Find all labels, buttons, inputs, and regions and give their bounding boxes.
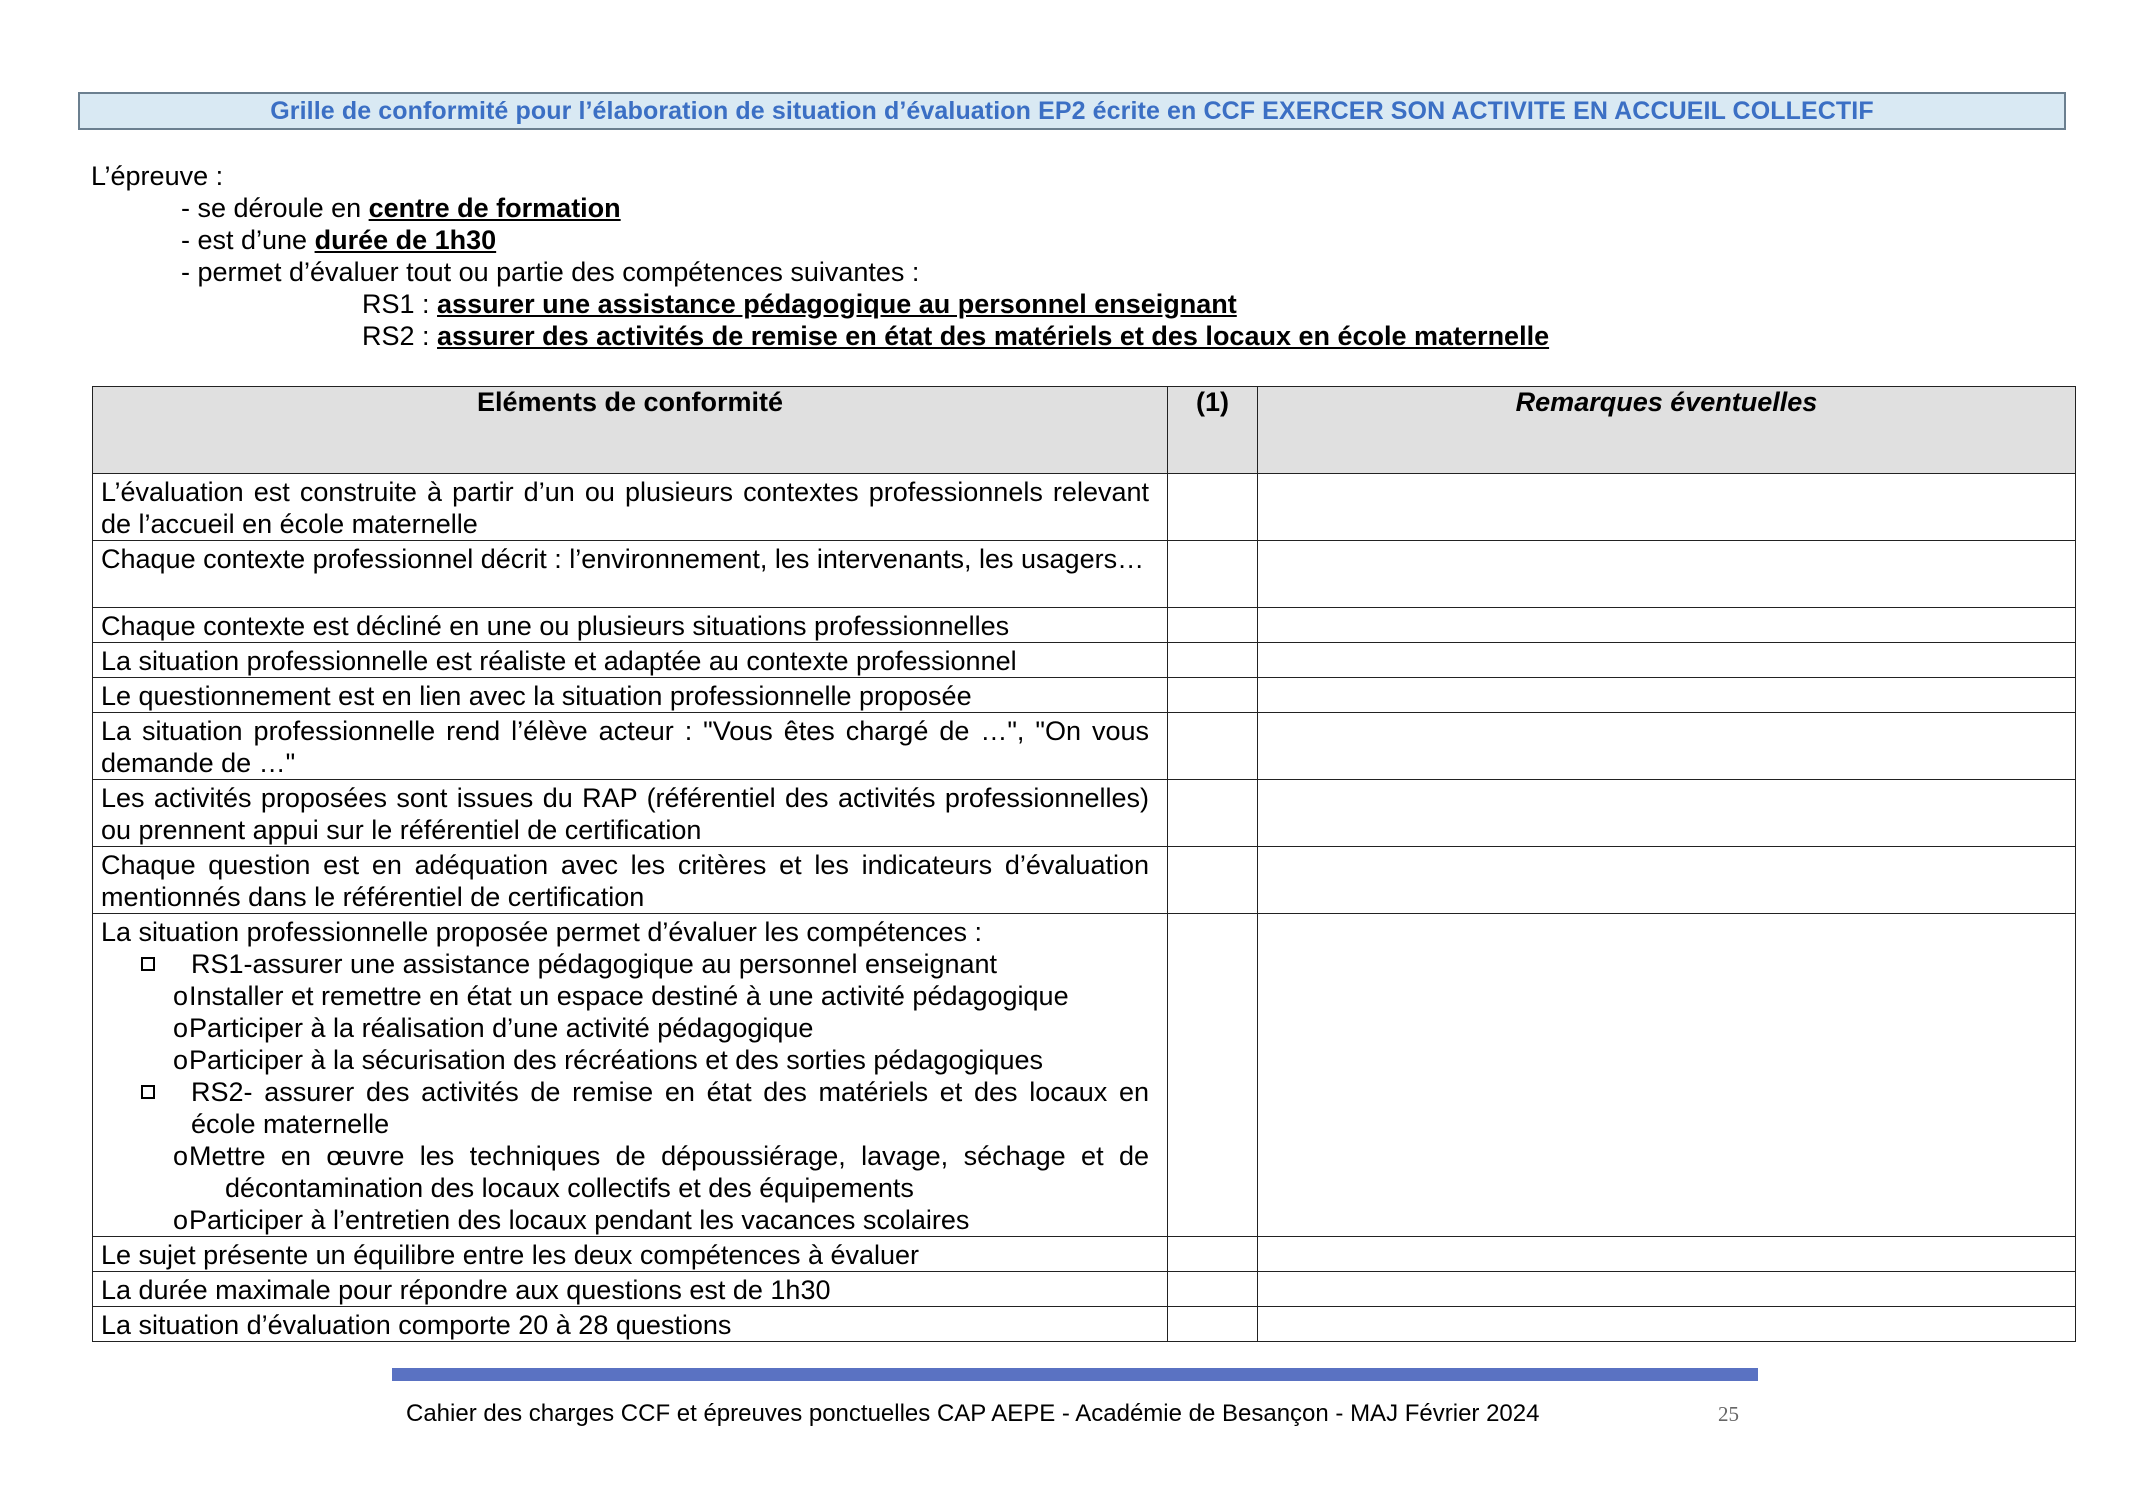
footer-divider [392,1368,1758,1381]
competence-label: RS2- assurer des activités de remise en état des matériels et des locaux en école maternelle [191,1077,1149,1139]
circle-bullet-icon: o [173,1205,189,1235]
column-header-elements: Eléments de conformité [93,387,1168,474]
remarks-cell[interactable] [1258,713,2076,780]
criterion-cell: La situation professionnelle est réaliste et adaptée au contexte professionnel [93,643,1168,678]
check-cell[interactable] [1168,643,1258,678]
column-header-remarks: Remarques éventuelles [1258,387,2076,474]
competence-item-text: Installer et remettre en état un espace destiné à une activité pédagogique [189,981,1069,1011]
remarks-cell[interactable] [1258,914,2076,1237]
table-row [93,541,2076,608]
criterion-cell: Le sujet présente un équilibre entre les deux compétences à évaluer [93,1237,1168,1272]
remarks-cell[interactable] [1258,780,2076,847]
remarks-cell[interactable] [1258,1237,2076,1272]
intro-emphasis: assurer des activités de remise en état des matériels et des locaux en école maternelle [437,321,1550,351]
criterion-cell: L’évaluation est construite à partir d’un ou plusieurs contextes professionnels relevant de l’accueil en école maternelle [93,474,1168,541]
table-row [93,713,2076,780]
check-cell[interactable] [1168,713,1258,780]
table-row [93,847,2076,914]
remarks-cell[interactable] [1258,474,2076,541]
exam-intro [91,160,1549,352]
criterion-cell: Chaque contexte professionnel décrit : l’environnement, les intervenants, les usagers… [93,541,1168,608]
check-cell[interactable] [1168,541,1258,608]
check-cell[interactable] [1168,1272,1258,1307]
check-cell[interactable] [1168,474,1258,541]
intro-lead: L’épreuve : [91,161,224,191]
conformity-table [92,386,2076,1342]
intro-line-location [91,192,1549,224]
checkbox-bullet-icon [141,1085,155,1099]
remarks-cell[interactable] [1258,1272,2076,1307]
competence-item-line: décontamination des locaux collectifs et des équipements [225,1173,914,1203]
remarks-cell[interactable] [1258,678,2076,713]
competence-item [101,1044,1149,1076]
check-cell[interactable] [1168,1307,1258,1342]
intro-text: RS1 : [362,289,438,319]
table-row [93,678,2076,713]
circle-bullet-icon: o [173,1045,189,1075]
competence-item-text: Participer à la sécurisation des récréations et des sorties pédagogiques [189,1045,1043,1075]
check-cell[interactable] [1168,847,1258,914]
remarks-cell[interactable] [1258,643,2076,678]
criterion-cell: Chaque question est en adéquation avec les critères et les indicateurs d’évaluation mentionnés dans le référentiel de certification [93,847,1168,914]
circle-bullet-icon: o [173,981,189,1011]
intro-emphasis: centre de formation [368,193,621,223]
intro-line-skills: - permet d’évaluer tout ou partie des compétences suivantes : [181,257,920,287]
competence-item-text: Participer à la réalisation d’une activité pédagogique [189,1013,814,1043]
table-row-competences [93,914,2076,1237]
table-row [93,1237,2076,1272]
competence-label: RS1-assurer une assistance pédagogique au personnel enseignant [191,949,998,979]
criterion-cell: La durée maximale pour répondre aux questions est de 1h30 [93,1272,1168,1307]
competence-item [101,1140,1149,1204]
table-row [93,474,2076,541]
table-row [93,643,2076,678]
table-row [93,780,2076,847]
criterion-cell: La situation professionnelle rend l’élève acteur : "Vous êtes chargé de …", "On vous demande de …" [93,713,1168,780]
check-cell[interactable] [1168,608,1258,643]
criterion-cell: Chaque contexte est décliné en une ou plusieurs situations professionnelles [93,608,1168,643]
check-cell[interactable] [1168,1237,1258,1272]
checkbox-bullet-icon [141,957,155,971]
table-row [93,1272,2076,1307]
competence-rs1 [101,948,1149,980]
competence-item [101,980,1149,1012]
intro-text: - se déroule en [181,193,369,223]
intro-line-rs2 [91,320,1549,352]
intro-text: RS2 : [362,321,438,351]
intro-line-rs1 [91,288,1549,320]
check-cell[interactable] [1168,914,1258,1237]
circle-bullet-icon: o [173,1013,189,1043]
intro-line-duration [91,224,1549,256]
criterion-cell: Le questionnement est en lien avec la situation professionnelle proposée [93,678,1168,713]
competences-intro: La situation professionnelle proposée permet d’évaluer les compétences : [101,917,983,947]
check-cell[interactable] [1168,780,1258,847]
remarks-cell[interactable] [1258,847,2076,914]
intro-emphasis: assurer une assistance pédagogique au personnel enseignant [437,289,1237,319]
page-number: 25 [1718,1402,1739,1426]
criterion-cell: Les activités proposées sont issues du RAP (référentiel des activités professionnelles) ou prennent appui sur le référentiel de certification [93,780,1168,847]
criterion-cell: La situation d’évaluation comporte 20 à 28 questions [93,1307,1168,1342]
column-header-check: (1) [1168,387,1258,474]
competence-item [101,1012,1149,1044]
document-title-box [78,92,2066,130]
remarks-cell[interactable] [1258,541,2076,608]
competence-rs2 [101,1076,1149,1140]
competences-cell [93,914,1168,1237]
competence-item [101,1204,1149,1236]
intro-emphasis: durée de 1h30 [314,225,497,255]
competence-item-text: Participer à l’entretien des locaux pendant les vacances scolaires [189,1205,970,1235]
remarks-cell[interactable] [1258,1307,2076,1342]
intro-text: - est d’une [181,225,315,255]
remarks-cell[interactable] [1258,608,2076,643]
table-row [93,1307,2076,1342]
circle-bullet-icon: o [173,1141,189,1171]
table-row [93,608,2076,643]
competence-item-line: Mettre en œuvre les techniques de dépoussiérage, lavage, séchage et de [189,1141,1149,1171]
check-cell[interactable] [1168,678,1258,713]
table-header-row [93,387,2076,474]
footer-text: Cahier des charges CCF et épreuves ponctuelles CAP AEPE - Académie de Besançon - MAJ Février 2024 [406,1400,1540,1427]
competence-item-text [189,1140,1149,1204]
document-title: Grille de conformité pour l’élaboration de situation d’évaluation EP2 écrite en CCF EXERCER SON ACTIVITE EN ACCUEIL COLLECTIF [270,96,1874,125]
